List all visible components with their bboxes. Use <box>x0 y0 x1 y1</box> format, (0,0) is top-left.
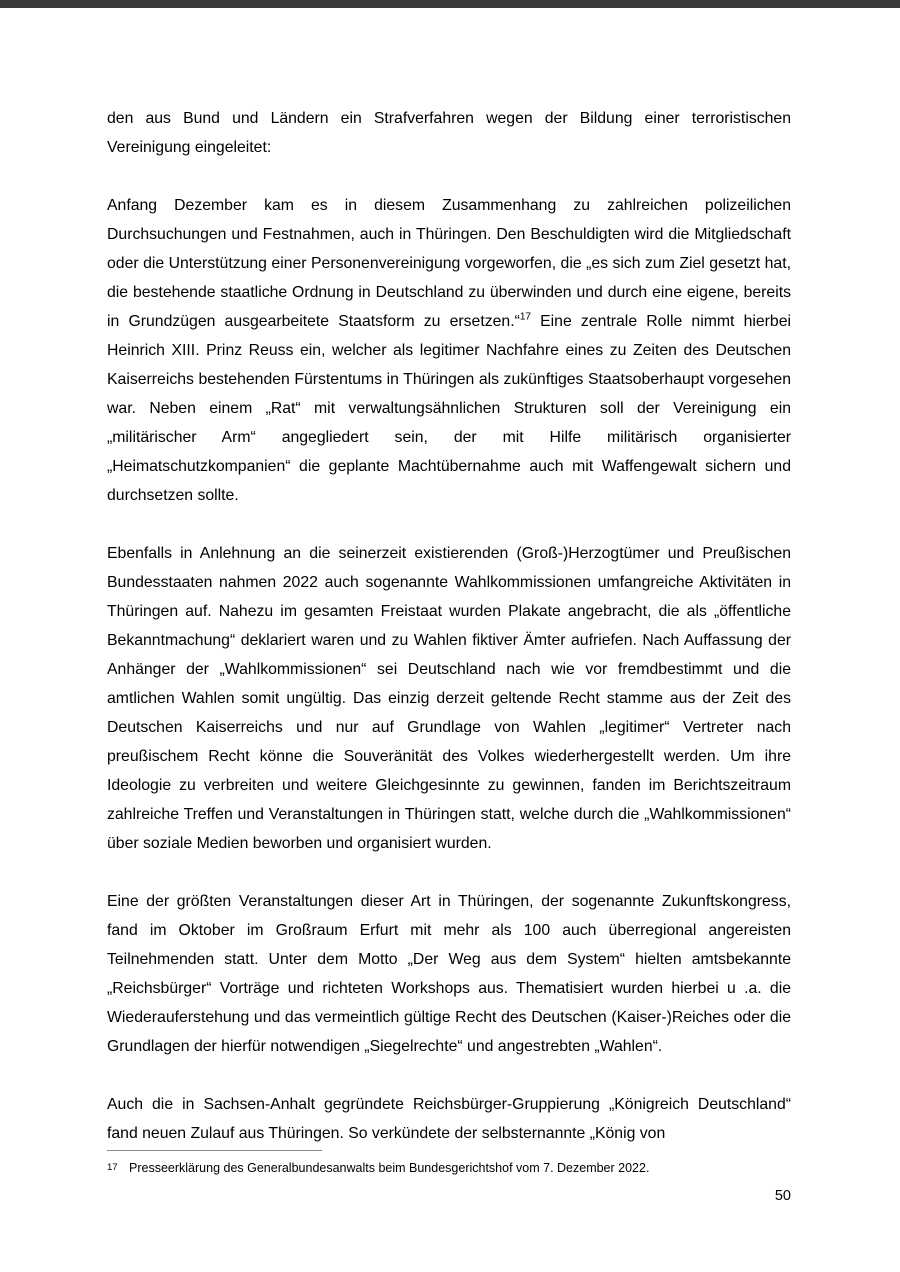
footnote-marker: 17 <box>107 1162 118 1173</box>
paragraph-raid-text-after: Eine zentrale Rolle nimmt hierbei Heinrich XIII. Prinz Reuss ein, welcher als legitimer Nachfahre eines zu Zeiten des Deutschen Kaiserreichs bestehenden Fürstentums in Thüringen als zukünftiges Staatsoberhaupt vorgesehen war. Neben einem „Rat“ mit verwaltungsähnlichen Strukturen soll der Vereinigung ein „militärischer Arm“ angegliedert sein, der mit Hilfe militärisch organisierter „Heimatschutzkompanien“ die geplante Machtübernahme auch mit Waffengewalt sichern und durchsetzen sollte. <box>107 313 791 504</box>
paragraph-zukunftskongress: Eine der größten Veranstaltungen dieser Art in Thüringen, der sogenannte Zukunftskongress, fand im Oktober im Großraum Erfurt mit mehr als 100 auch überregional angereisten Teilnehmenden statt. Unter dem Motto „Der Weg aus dem System“ hielten amtsbekannte „Reichsbürger“ Vorträge und richteten Workshops aus. Thematisiert wurden hierbei u .a. die Wiederauferstehung und das vermeintlich gültige Recht des Deutschen (Kaiser-)Reiches oder die Grundlagen der hierfür notwendigen „Siegelrechte“ und angestrebten „Wahlen“. <box>107 893 791 1055</box>
paragraph-raid-text-before: Anfang Dezember kam es in diesem Zusammenhang zu zahlreichen polizeilichen Durchsuchungen und Festnahmen, auch in Thüringen. Den Beschuldigten wird die Mitgliedschaft oder die Unterstützung einer Personenvereinigung vorgeworfen, die „es sich zum Ziel gesetzt hat, die bestehende staatliche Ordnung in Deutschland zu überwinden und durch eine eigene, bereits in Grundzügen ausgearbeitete Staatsform zu ersetzen.“ <box>107 197 791 330</box>
paragraph-wahlkommissionen: Ebenfalls in Anlehnung an die seinerzeit existierenden (Groß-)Herzogtümer und Preußischen Bundesstaaten nahmen 2022 auch sogenannte Wahlkommissionen umfangreiche Aktivitäten in Thüringen auf. Nahezu im gesamten Freistaat wurden Plakate angebracht, die als „öffentliche Bekanntmachung“ deklariert waren und zu Wahlen fiktiver Ämter aufriefen. Nach Auffassung der Anhänger der „Wahlkommissionen“ sei Deutschland nach wie vor fremdbestimmt und die amtlichen Wahlen somit ungültig. Das einzig derzeit geltende Recht stamme aus der Zeit des Deutschen Kaiserreichs und nur auf Grundlage von Wahlen „legitimer“ Vertreter nach preußischem Recht könne die Souveränität des Volkes wiederhergestellt werden. Um ihre Ideologie zu verbreiten und weitere Gleichgesinnte zu gewinnen, fanden im Berichtszeitraum zahlreiche Treffen und Veranstaltungen in Thüringen statt, welche durch die „Wahlkommissionen“ über soziale Medien beworben und organisiert wurden. <box>107 545 791 852</box>
paragraph-intro: den aus Bund und Ländern ein Strafverfahren wegen der Bildung einer terroristischen Vereinigung eingeleitet: <box>107 110 791 156</box>
document-text-block <box>107 104 791 1148</box>
page-top-edge <box>0 0 900 8</box>
paragraph-koenigreich: Auch die in Sachsen-Anhalt gegründete Reichsbürger-Gruppierung „Königreich Deutschland“ fand neuen Zulauf aus Thüringen. So verkündete der selbsternannte „König von <box>107 1096 791 1142</box>
footnote <box>107 1160 791 1176</box>
page-number: 50 <box>774 1188 791 1204</box>
footnote-reference: 17 <box>519 311 531 323</box>
page-footer <box>107 1150 791 1204</box>
paragraph-raid <box>107 191 791 510</box>
footnote-separator <box>107 1150 322 1151</box>
footnote-text: Presseerklärung des Generalbundesanwalts beim Bundesgerichtshof vom 7. Dezember 2022. <box>129 1161 650 1175</box>
